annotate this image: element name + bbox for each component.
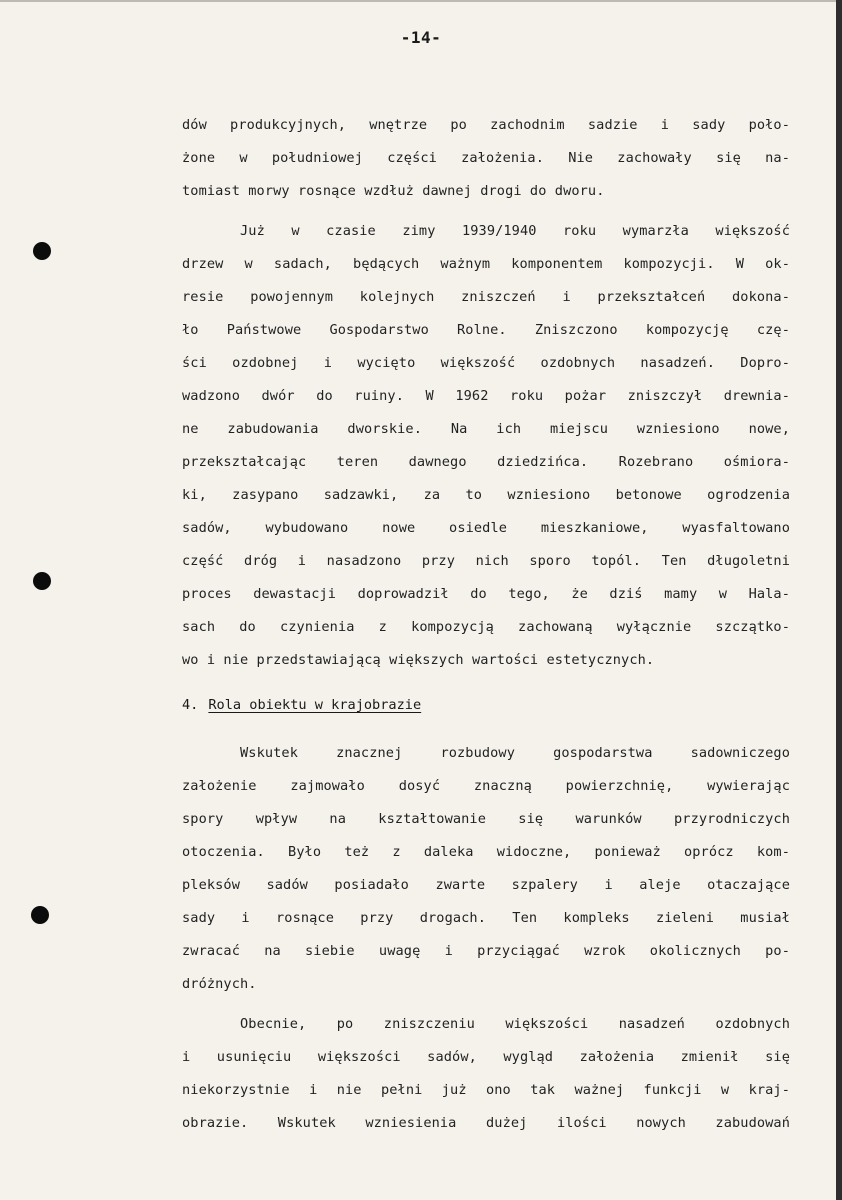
text-line: Już w czasie zimy 1939/1940 roku wymarzła większość (240, 223, 790, 239)
scan-top-edge (0, 0, 842, 2)
section-heading (182, 692, 790, 718)
text-line: sadów, wybudowano nowe osiedle mieszkaniowe, wyasfaltowano (182, 520, 790, 536)
scan-right-edge (836, 0, 842, 1200)
text-line: ło Państwowe Gospodarstwo Rolne. Zniszczono kompozycję czę- (182, 322, 790, 338)
punch-hole-middle (33, 572, 51, 590)
punch-hole-bottom (31, 906, 49, 924)
punch-hole-top (33, 242, 51, 260)
text-line: pleksów sadów posiadało zwarte szpalery i aleje otaczające (182, 877, 790, 893)
text-line: obrazie. Wskutek wzniesienia dużej ilości nowych zabudowań (182, 1115, 790, 1131)
text-line: otoczenia. Było też z daleka widoczne, ponieważ oprócz kom- (182, 844, 790, 860)
text-line: spory wpływ na kształtowanie się warunków przyrodniczych (182, 811, 790, 827)
text-line: i usunięciu większości sadów, wygląd założenia zmienił się (182, 1049, 790, 1065)
text-line: dów produkcyjnych, wnętrze po zachodnim sadzie i sady poło- (182, 117, 790, 133)
text-line: ne zabudowania dworskie. Na ich miejscu wzniesiono nowe, (182, 421, 790, 437)
text-line: przekształcając teren dawnego dziedzińca. Rozebrano ośmiora- (182, 454, 790, 470)
text-line: wadzono dwór do ruiny. W 1962 roku pożar zniszczył drewnia- (182, 388, 790, 404)
text-line: ki, zasypano sadzawki, za to wzniesiono betonowe ogrodzenia (182, 487, 790, 503)
text-line: niekorzystnie i nie pełni już ono tak ważnej funkcji w kraj- (182, 1082, 790, 1098)
text-line: założenie zajmowało dosyć znaczną powierzchnię, wywierając (182, 778, 790, 794)
section-heading-number: 4. (182, 697, 199, 713)
text-line: żone w południowej części założenia. Nie zachowały się na- (182, 150, 790, 166)
text-line: dróżnych. (182, 976, 257, 992)
text-line: Obecnie, po zniszczeniu większości nasadzeń ozdobnych (240, 1016, 790, 1032)
text-line: zwracać na siebie uwagę i przyciągać wzrok okolicznych po- (182, 943, 790, 959)
text-line: resie powojennym kolejnych zniszczeń i przekształceń dokona- (182, 289, 790, 305)
text-line: sady i rosnące przy drogach. Ten kompleks zieleni musiał (182, 910, 790, 926)
text-line: część dróg i nasadzono przy nich sporo topól. Ten długoletni (182, 553, 790, 569)
text-line: tomiast morwy rosnące wzdłuż dawnej drogi do dworu. (182, 183, 605, 199)
text-line: wo i nie przedstawiającą większych wartości estetycznych. (182, 652, 655, 668)
text-line: proces dewastacji doprowadził do tego, że dziś mamy w Hala- (182, 586, 790, 602)
text-line: ści ozdobnej i wycięto większość ozdobnych nasadzeń. Dopro- (182, 355, 790, 371)
section-heading-title: Rola obiektu w krajobrazie (208, 697, 422, 713)
text-line: Wskutek znacznej rozbudowy gospodarstwa sadowniczego (240, 745, 790, 761)
page-number: -14- (400, 28, 442, 47)
text-line: drzew w sadach, będących ważnym komponentem kompozycji. W ok- (182, 256, 790, 272)
text-line: sach do czynienia z kompozycją zachowaną wyłącznie szczątko- (182, 619, 790, 635)
